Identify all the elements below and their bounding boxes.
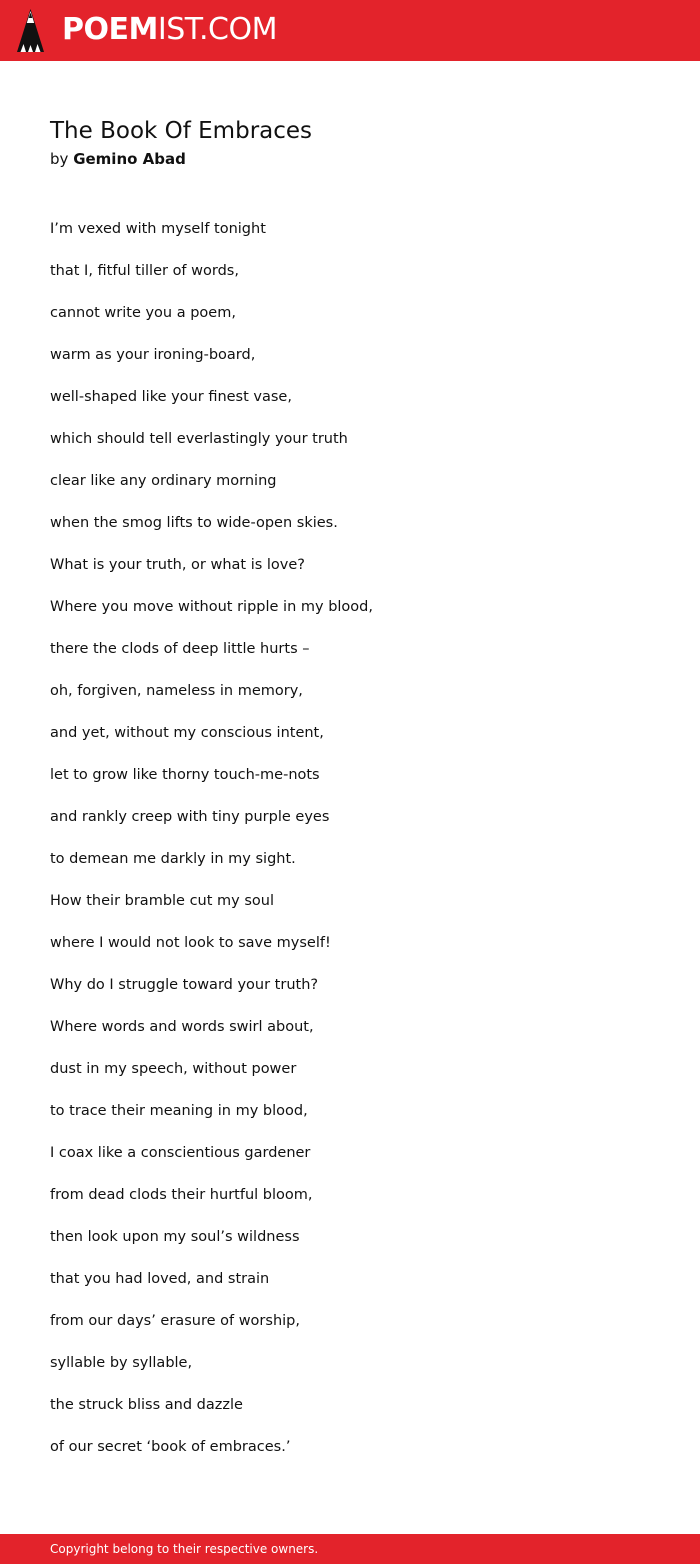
byline	[50, 148, 186, 170]
poem-line: there the clods of deep little hurts –	[50, 641, 310, 657]
poem-line: when the smog lifts to wide-open skies.	[50, 515, 338, 531]
poem-line: clear like any ordinary morning	[50, 473, 277, 489]
poem-line: from dead clods their hurtful bloom,	[50, 1187, 313, 1203]
author-name: Gemino Abad	[73, 150, 186, 168]
poem-line: How their bramble cut my soul	[50, 893, 274, 909]
poem-line: from our days’ erasure of worship,	[50, 1313, 300, 1329]
poem-line: that I, fitful tiller of words,	[50, 263, 239, 279]
poem-title: The Book Of Embraces	[50, 118, 313, 144]
pencil-icon[interactable]	[17, 9, 44, 52]
poem-line: I’m vexed with myself tonight	[50, 221, 266, 237]
poem-line: which should tell everlastingly your truth	[50, 431, 348, 447]
poem-line: well-shaped like your finest vase,	[50, 389, 292, 405]
poem-line: where I would not look to save myself!	[50, 935, 331, 951]
poem-line: What is your truth, or what is love?	[50, 557, 306, 573]
poem-body	[50, 218, 650, 1478]
poem-line: syllable by syllable,	[50, 1355, 193, 1371]
poem-line: dust in my speech, without power	[50, 1061, 297, 1077]
poem-line: and rankly creep with tiny purple eyes	[50, 809, 330, 825]
poem-line: to trace their meaning in my blood,	[50, 1103, 308, 1119]
poem-line: Where words and words swirl about,	[50, 1019, 314, 1035]
poem-line: of our secret ‘book of embraces.’	[50, 1439, 291, 1455]
site-logo[interactable]	[62, 11, 277, 49]
poem-line: to demean me darkly in my sight.	[50, 851, 296, 867]
poem-line: cannot write you a poem,	[50, 305, 236, 321]
poem-line: warm as your ironing-board,	[50, 347, 256, 363]
poem-line: Where you move without ripple in my blood,	[50, 599, 373, 615]
poem-line: oh, forgiven, nameless in memory,	[50, 683, 303, 699]
poem-line: and yet, without my conscious intent,	[50, 725, 324, 741]
poem-line: then look upon my soul’s wildness	[50, 1229, 300, 1245]
logo-light-text: IST.COM	[157, 12, 277, 47]
poem-line: let to grow like thorny touch-me-nots	[50, 767, 320, 783]
by-label: by	[50, 150, 69, 168]
site-header	[0, 0, 700, 61]
poem-line: I coax like a conscientious gardener	[50, 1145, 311, 1161]
poem-line: the struck bliss and dazzle	[50, 1397, 243, 1413]
poem-line: Why do I struggle toward your truth?	[50, 977, 319, 993]
copyright-text: Copyright belong to their respective owners.	[50, 1542, 319, 1556]
logo-bold-text: POEM	[62, 12, 158, 47]
poem-line: that you had loved, and strain	[50, 1271, 270, 1287]
site-footer	[0, 1534, 700, 1564]
